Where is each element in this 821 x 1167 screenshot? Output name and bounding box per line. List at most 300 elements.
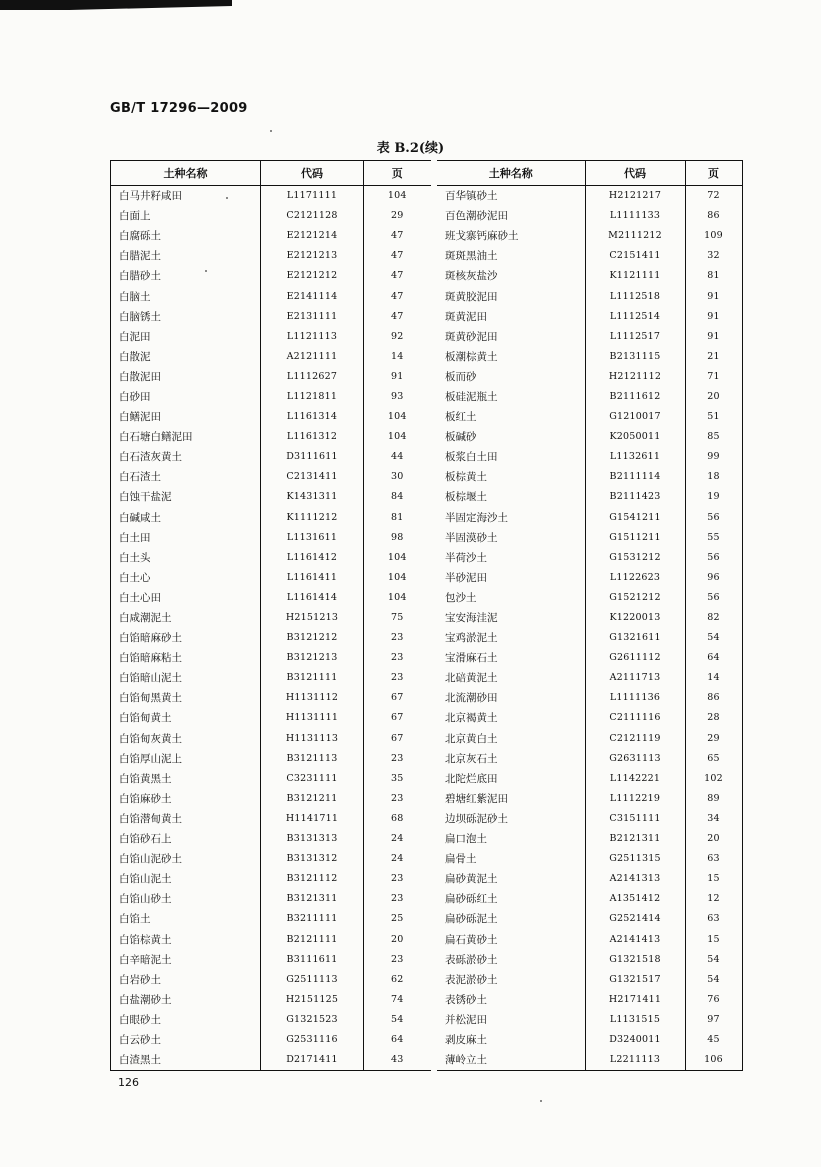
table-row — [111, 347, 431, 367]
table-body-right — [437, 186, 742, 1071]
table-row — [111, 1030, 431, 1050]
code-cell: B3131312 — [261, 849, 364, 869]
table-row — [437, 307, 742, 327]
page-cell: 47 — [391, 270, 404, 282]
table-row — [437, 528, 742, 548]
page-cell: 102 — [704, 772, 723, 784]
soil-name-cell: 白鳝泥田 — [111, 407, 261, 427]
page-cell: 23 — [391, 672, 404, 684]
code-cell: L1131611 — [261, 528, 364, 548]
soil-name-cell: 白咸潮泥土 — [111, 608, 261, 628]
page-cell: 15 — [707, 873, 720, 885]
soil-name-cell: 白馅棕黄土 — [111, 929, 261, 949]
code-cell: A1351412 — [585, 889, 685, 909]
soil-name-cell: 板红土 — [437, 407, 585, 427]
table-row — [111, 588, 431, 608]
table-row — [111, 929, 431, 949]
table-row — [111, 568, 431, 588]
soil-name-cell: 扁砂砾红土 — [437, 889, 585, 909]
page-cell: 64 — [391, 1033, 404, 1045]
soil-name-cell: 斑黄胶泥田 — [437, 286, 585, 306]
soil-name-cell: 宝滑麻石土 — [437, 648, 585, 668]
code-cell: E2121213 — [261, 246, 364, 266]
table-row — [437, 869, 742, 889]
soil-name-cell: 白馅暗山泥土 — [111, 668, 261, 688]
page-cell: 29 — [391, 210, 404, 222]
page-number: 126 — [118, 1076, 139, 1089]
code-cell: B3121112 — [261, 869, 364, 889]
table-row — [111, 749, 431, 769]
code-cell: C3151111 — [585, 809, 685, 829]
code-cell: K2050011 — [585, 427, 685, 447]
soil-name-cell: 半固漠砂土 — [437, 528, 585, 548]
code-cell: B3121111 — [261, 668, 364, 688]
code-cell: A2141413 — [585, 929, 685, 949]
table-row — [111, 246, 431, 266]
code-cell: G1321611 — [585, 628, 685, 648]
table-row — [111, 608, 431, 628]
soil-name-cell: 扁口泡土 — [437, 829, 585, 849]
soil-name-cell: 扁砂砾泥土 — [437, 909, 585, 929]
code-cell: H2121112 — [585, 367, 685, 387]
page-cell: 63 — [707, 913, 720, 925]
code-cell: G1321523 — [261, 1010, 364, 1030]
column-header-code: 代码 — [585, 161, 685, 186]
soil-name-cell: 板而砂 — [437, 367, 585, 387]
table-row — [111, 528, 431, 548]
code-cell: L1121811 — [261, 387, 364, 407]
page-cell: 92 — [391, 330, 404, 342]
code-cell: B2111612 — [585, 387, 685, 407]
soil-name-cell: 斑核灰盐沙 — [437, 266, 585, 286]
page-cell: 19 — [707, 491, 720, 503]
page-cell: 47 — [391, 250, 404, 262]
soil-name-cell: 北碚黄泥土 — [437, 668, 585, 688]
table-row — [437, 407, 742, 427]
code-cell: B2121311 — [585, 829, 685, 849]
code-cell: G2511315 — [585, 849, 685, 869]
table-row — [111, 688, 431, 708]
page-cell: 23 — [391, 652, 404, 664]
soil-name-cell: 白土心 — [111, 568, 261, 588]
code-cell: B3111611 — [261, 950, 364, 970]
table-row — [437, 769, 742, 789]
code-cell: G1531212 — [585, 548, 685, 568]
page-cell: 86 — [707, 692, 720, 704]
page-cell: 47 — [391, 290, 404, 302]
code-cell: E2121212 — [261, 266, 364, 286]
page-cell: 25 — [391, 913, 404, 925]
code-cell: L1122623 — [585, 568, 685, 588]
page-cell: 97 — [707, 1013, 720, 1025]
code-cell: A2111713 — [585, 668, 685, 688]
soil-name-cell: 碧塘红紫泥田 — [437, 789, 585, 809]
table-row — [437, 970, 742, 990]
table-row — [437, 487, 742, 507]
scan-speck — [270, 130, 272, 132]
table-row — [437, 548, 742, 568]
page-cell: 45 — [707, 1033, 720, 1045]
table-row — [111, 327, 431, 347]
code-cell: K1111212 — [261, 508, 364, 528]
code-cell: D3111611 — [261, 447, 364, 467]
page-cell: 23 — [391, 953, 404, 965]
table-row — [111, 869, 431, 889]
page-cell: 62 — [391, 973, 404, 985]
soil-name-cell: 百色潮砂泥田 — [437, 206, 585, 226]
soil-name-cell: 并松泥田 — [437, 1010, 585, 1030]
code-cell: G1210017 — [585, 407, 685, 427]
page-cell: 23 — [391, 752, 404, 764]
table-row — [437, 668, 742, 688]
page-cell: 29 — [707, 732, 720, 744]
page-cell: 67 — [391, 732, 404, 744]
soil-name-cell: 板棕黄土 — [437, 467, 585, 487]
code-cell: G1321517 — [585, 970, 685, 990]
table-row — [437, 950, 742, 970]
table-row — [111, 809, 431, 829]
page-cell: 91 — [707, 330, 720, 342]
page-cell: 32 — [707, 250, 720, 262]
soil-name-cell: 白馅山泥土 — [111, 869, 261, 889]
soil-name-cell: 班戈寨钙麻砂土 — [437, 226, 585, 246]
code-cell: L1161312 — [261, 427, 364, 447]
table-row — [111, 889, 431, 909]
page-cell: 56 — [707, 591, 720, 603]
code-cell: G1321518 — [585, 950, 685, 970]
page-cell: 109 — [704, 230, 723, 242]
page-cell: 34 — [707, 812, 720, 824]
soil-table-right — [437, 160, 743, 1071]
page-cell: 24 — [391, 833, 404, 845]
code-cell: B2111423 — [585, 487, 685, 507]
soil-name-cell: 白蚀干盐泥 — [111, 487, 261, 507]
scan-speck — [205, 270, 207, 272]
soil-name-cell: 白渣黑土 — [111, 1050, 261, 1071]
table-row — [437, 347, 742, 367]
soil-name-cell: 边坝砾泥砂土 — [437, 809, 585, 829]
page-cell: 12 — [707, 893, 720, 905]
soil-name-cell: 板硅泥瓶土 — [437, 387, 585, 407]
table-row — [437, 568, 742, 588]
table-row — [437, 367, 742, 387]
table-row — [111, 789, 431, 809]
code-cell: L1112517 — [585, 327, 685, 347]
table-row — [437, 749, 742, 769]
code-cell: L1171111 — [261, 186, 364, 207]
soil-table-left — [110, 160, 431, 1071]
code-cell: A2141313 — [585, 869, 685, 889]
page-cell: 104 — [387, 190, 407, 202]
code-cell: L1142221 — [585, 769, 685, 789]
code-cell: G2521414 — [585, 909, 685, 929]
code-cell: B3121213 — [261, 648, 364, 668]
soil-name-cell: 白馅暗麻粘土 — [111, 648, 261, 668]
page-cell: 84 — [391, 491, 404, 503]
code-cell: H1131113 — [261, 729, 364, 749]
page-cell: 47 — [391, 230, 404, 242]
page-cell: 74 — [391, 993, 404, 1005]
page-cell: 71 — [707, 370, 720, 382]
table-row — [111, 206, 431, 226]
table-row — [437, 608, 742, 628]
table-row — [111, 970, 431, 990]
standard-number-header: GB/T 17296—2009 — [110, 101, 248, 116]
code-cell: B2131115 — [585, 347, 685, 367]
page-cell: 20 — [707, 833, 720, 845]
code-cell: L1161412 — [261, 548, 364, 568]
code-cell: C2121128 — [261, 206, 364, 226]
soil-name-cell: 扁石黄砂土 — [437, 929, 585, 949]
code-cell: H1131112 — [261, 688, 364, 708]
soil-name-cell: 百华镇砂土 — [437, 186, 585, 207]
table-row — [111, 1050, 431, 1071]
soil-name-cell: 包沙土 — [437, 588, 585, 608]
table-row — [111, 729, 431, 749]
soil-name-cell: 白盐潮砂土 — [111, 990, 261, 1010]
page-cell: 20 — [391, 933, 404, 945]
soil-name-cell: 板棕堰土 — [437, 487, 585, 507]
page-cell: 98 — [391, 531, 404, 543]
page-cell: 75 — [391, 612, 404, 624]
scan-speck — [226, 197, 228, 199]
column-header-soil-name: 土种名称 — [437, 161, 585, 186]
soil-name-cell: 白馅土 — [111, 909, 261, 929]
table-row — [111, 628, 431, 648]
table-row — [437, 829, 742, 849]
page-cell: 55 — [707, 531, 720, 543]
code-cell: E2131111 — [261, 307, 364, 327]
table-header-row — [111, 161, 431, 186]
table-row — [111, 950, 431, 970]
code-cell: L1111133 — [585, 206, 685, 226]
page-cell: 104 — [387, 411, 407, 423]
soil-name-cell: 白馅砂石上 — [111, 829, 261, 849]
table-row — [111, 286, 431, 306]
table-row — [437, 427, 742, 447]
table-row — [437, 387, 742, 407]
table-row — [437, 688, 742, 708]
table-row — [437, 990, 742, 1010]
page-cell: 14 — [707, 672, 720, 684]
page-cell: 91 — [391, 370, 404, 382]
soil-name-cell: 白馅甸灰黄土 — [111, 729, 261, 749]
page-cell: 91 — [707, 310, 720, 322]
code-cell: H2171411 — [585, 990, 685, 1010]
table-row — [111, 769, 431, 789]
page-cell: 104 — [387, 591, 407, 603]
soil-name-cell: 白砂田 — [111, 387, 261, 407]
soil-name-cell: 宝安海洼泥 — [437, 608, 585, 628]
page-cell: 23 — [391, 873, 404, 885]
soil-name-cell: 白脑锈土 — [111, 307, 261, 327]
soil-name-cell: 白辛暗泥土 — [111, 950, 261, 970]
table-row — [437, 729, 742, 749]
soil-name-cell: 白土头 — [111, 548, 261, 568]
table-row — [437, 226, 742, 246]
page-cell: 28 — [707, 712, 720, 724]
table-row — [437, 1030, 742, 1050]
soil-name-cell: 白土心田 — [111, 588, 261, 608]
page-cell: 23 — [391, 792, 404, 804]
code-cell: L2211113 — [585, 1050, 685, 1071]
soil-name-cell: 白馅甸黑黄土 — [111, 688, 261, 708]
table-body-left — [111, 186, 431, 1071]
soil-name-cell: 表砾淤砂土 — [437, 950, 585, 970]
table-row — [111, 407, 431, 427]
table-row — [437, 789, 742, 809]
page-cell: 47 — [391, 310, 404, 322]
soil-name-cell: 白腊砂土 — [111, 266, 261, 286]
code-cell: L1112518 — [585, 286, 685, 306]
soil-name-cell: 扁砂黄泥土 — [437, 869, 585, 889]
code-cell: C2121119 — [585, 729, 685, 749]
soil-name-cell: 斑黄泥田 — [437, 307, 585, 327]
table-row — [437, 447, 742, 467]
soil-name-cell: 白腐砾土 — [111, 226, 261, 246]
code-cell: K1121111 — [585, 266, 685, 286]
page-cell: 54 — [707, 632, 720, 644]
page-cell: 23 — [391, 893, 404, 905]
table-row — [111, 849, 431, 869]
table-row — [111, 909, 431, 929]
code-cell: L1161414 — [261, 588, 364, 608]
code-cell: L1112627 — [261, 367, 364, 387]
table-caption: 表 B.2(续) — [376, 141, 445, 156]
page-cell: 18 — [707, 471, 720, 483]
table-row — [437, 1050, 742, 1071]
code-cell: C2131411 — [261, 467, 364, 487]
table-row — [437, 889, 742, 909]
column-header-soil-name: 土种名称 — [111, 161, 261, 186]
soil-name-cell: 板潮棕黄土 — [437, 347, 585, 367]
soil-name-cell: 白馅山砂土 — [111, 889, 261, 909]
page-cell: 106 — [704, 1054, 723, 1066]
table-row — [437, 1010, 742, 1030]
soil-name-cell: 白云砂土 — [111, 1030, 261, 1050]
soil-name-cell: 薄岭立土 — [437, 1050, 585, 1071]
soil-name-cell: 白岩砂土 — [111, 970, 261, 990]
table-row — [437, 266, 742, 286]
table-row — [437, 206, 742, 226]
code-cell: L1112514 — [585, 307, 685, 327]
code-cell: L1121113 — [261, 327, 364, 347]
page-cell: 82 — [707, 612, 720, 624]
page-cell: 104 — [387, 571, 407, 583]
soil-name-cell: 白馅潜甸黄土 — [111, 809, 261, 829]
table-row — [111, 548, 431, 568]
code-cell: M2111212 — [585, 226, 685, 246]
code-cell: C3231111 — [261, 769, 364, 789]
page-top-border-mark — [0, 0, 232, 10]
page-cell: 15 — [707, 933, 720, 945]
table-row — [437, 648, 742, 668]
table-row — [111, 447, 431, 467]
code-cell: B3121212 — [261, 628, 364, 648]
soil-name-cell: 白面上 — [111, 206, 261, 226]
soil-name-cell: 表泥淤砂土 — [437, 970, 585, 990]
table-row — [437, 909, 742, 929]
table-row — [111, 427, 431, 447]
table-row — [437, 849, 742, 869]
page-cell: 43 — [391, 1054, 404, 1066]
table-row — [111, 226, 431, 246]
table-row — [111, 367, 431, 387]
page-cell: 81 — [391, 511, 404, 523]
code-cell: G2511113 — [261, 970, 364, 990]
page-cell: 89 — [707, 792, 720, 804]
code-cell: D3240011 — [585, 1030, 685, 1050]
column-header-page: 页 — [364, 161, 431, 186]
page-cell: 35 — [391, 772, 404, 784]
soil-name-cell: 白腊泥土 — [111, 246, 261, 266]
code-cell: H1141711 — [261, 809, 364, 829]
soil-name-cell: 斑黄砂泥田 — [437, 327, 585, 347]
page-cell: 54 — [707, 953, 720, 965]
code-cell: H2151213 — [261, 608, 364, 628]
table-row — [111, 708, 431, 728]
soil-name-cell: 白馅暗麻砂土 — [111, 628, 261, 648]
table-row — [437, 809, 742, 829]
soil-name-cell: 白碱咸土 — [111, 508, 261, 528]
soil-name-cell: 半荷沙土 — [437, 548, 585, 568]
soil-name-cell: 半砂泥田 — [437, 568, 585, 588]
page-cell: 56 — [707, 511, 720, 523]
soil-name-cell: 北陀烂底田 — [437, 769, 585, 789]
code-cell: L1112219 — [585, 789, 685, 809]
soil-name-cell: 半固定海沙土 — [437, 508, 585, 528]
page-cell: 93 — [391, 390, 404, 402]
soil-name-cell: 宝鸡淤泥土 — [437, 628, 585, 648]
code-cell: E2121214 — [261, 226, 364, 246]
code-cell: B3131313 — [261, 829, 364, 849]
soil-name-cell: 白馅黄黑土 — [111, 769, 261, 789]
code-cell: C2111116 — [585, 708, 685, 728]
soil-name-cell: 白泥田 — [111, 327, 261, 347]
page-cell: 14 — [391, 350, 404, 362]
page-cell: 56 — [707, 551, 720, 563]
soil-name-cell: 白散泥田 — [111, 367, 261, 387]
code-cell: L1132611 — [585, 447, 685, 467]
table-row — [111, 186, 431, 207]
code-cell: C2151411 — [585, 246, 685, 266]
code-cell: G2531116 — [261, 1030, 364, 1050]
code-cell: B2121111 — [261, 929, 364, 949]
page-cell: 20 — [707, 390, 720, 402]
code-cell: E2141114 — [261, 286, 364, 306]
code-cell: G1521212 — [585, 588, 685, 608]
table-row — [111, 487, 431, 507]
page-cell: 68 — [391, 812, 404, 824]
soil-name-cell: 白土田 — [111, 528, 261, 548]
code-cell: K1220013 — [585, 608, 685, 628]
code-cell: L1161314 — [261, 407, 364, 427]
code-cell: G1541211 — [585, 508, 685, 528]
page-cell: 91 — [707, 290, 720, 302]
page-cell: 30 — [391, 471, 404, 483]
code-cell: G2611112 — [585, 648, 685, 668]
table-row — [111, 508, 431, 528]
code-cell: D2171411 — [261, 1050, 364, 1071]
soil-name-cell: 北京黄白土 — [437, 729, 585, 749]
scan-speck — [540, 1100, 542, 1102]
soil-name-cell: 北流潮砂田 — [437, 688, 585, 708]
page-cell: 23 — [391, 632, 404, 644]
code-cell: L1161411 — [261, 568, 364, 588]
soil-name-cell: 北京灰石土 — [437, 749, 585, 769]
soil-name-cell: 白馅甸黄土 — [111, 708, 261, 728]
table-row — [111, 1010, 431, 1030]
